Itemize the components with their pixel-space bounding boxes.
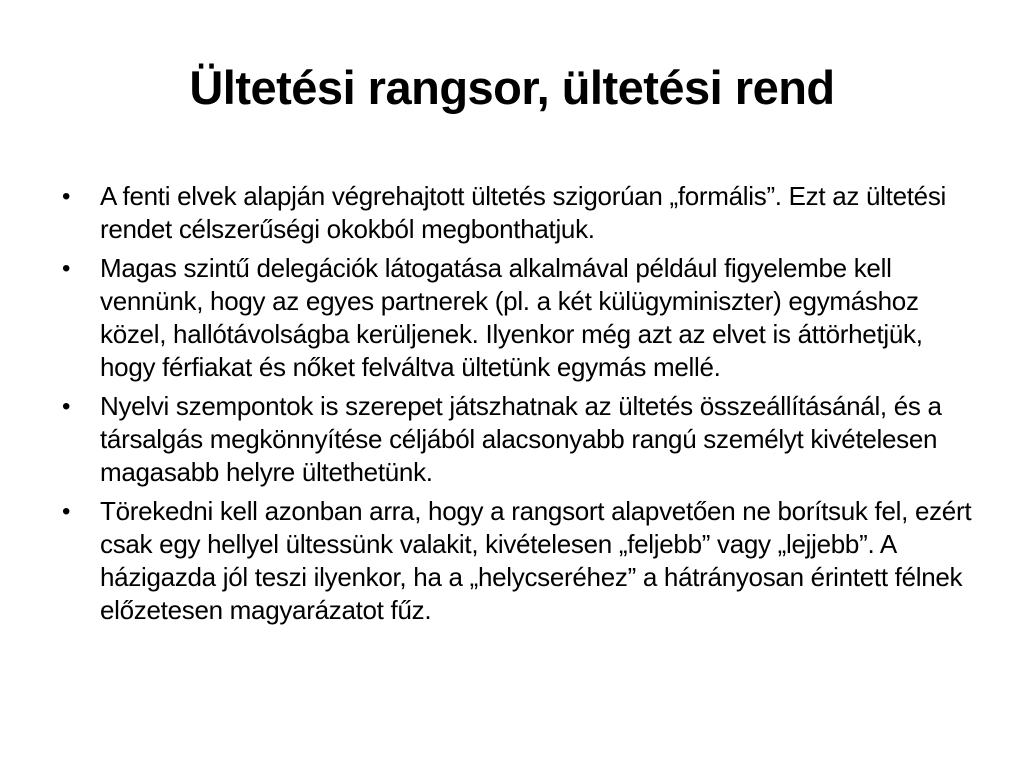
bullet-icon: • (62, 498, 71, 525)
bullet-text: Nyelvi szempontok is szerepet játszhatnak az ültetés összeállításánál, és a társalgás megkönnyítése céljából alacsonyabb rangú személyt kivételesen magasabb helyre ültethetünk. (100, 391, 942, 487)
bullet-text: A fenti elvek alapján végrehajtott ültetés szigorúan „formális”. Ezt az ültetési rendet célszerűségi okokból megbonthatjuk. (100, 181, 946, 244)
bullet-item (62, 390, 982, 489)
bullet-icon: • (62, 183, 71, 210)
bullet-text: Magas szintű delegációk látogatása alkalmával például figyelembe kell vennünk, hogy az egyes partnerek (pl. a két külügyminiszter) egymáshoz közel, hallótávolságba kerüljenek. Ilyenkor még azt az elvet is áttörhetjük, hogy férfiakat és nőket felváltva ültetünk egymás mellé. (100, 253, 923, 382)
slide-title: Ültetési rangsor, ültetési rend (189, 61, 835, 114)
bullet-item (62, 180, 982, 246)
bullet-item (62, 495, 982, 627)
bullet-list (62, 180, 982, 633)
bullet-item (62, 252, 982, 384)
bullet-icon: • (62, 393, 71, 420)
bullet-text: Törekedni kell azonban arra, hogy a rangsort alapvetően ne borítsuk fel, ezért csak egy hellyel ültessünk valakit, kivételesen „feljebb” vagy „lejjebb”. A házigazda jól teszi ilyenkor, ha a „helycseréhez” a hátrányosan érintett félnek előzetesen magyarázatot fűz. (100, 496, 972, 625)
bullet-icon: • (62, 255, 71, 282)
